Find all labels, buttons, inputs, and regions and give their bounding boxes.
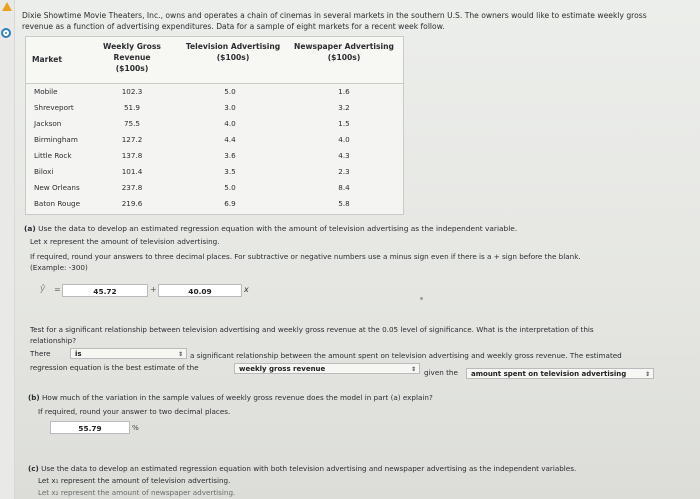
table-row xyxy=(26,148,403,164)
part-b-instructions: If required, round your answer to two decimal places. xyxy=(38,407,231,416)
cell-news: 3.2 xyxy=(338,103,350,112)
cell-weekly: 237.8 xyxy=(121,183,143,192)
part-c-label: (c) xyxy=(28,464,39,473)
header-tv-line: Television Advertising xyxy=(185,42,281,51)
chevron-updown-icon: ⇕ xyxy=(410,366,416,373)
reg-text: regression equation is the best estimate of the xyxy=(30,363,199,372)
header-market: Market xyxy=(32,55,63,64)
radio-icon[interactable] xyxy=(1,28,11,38)
given-select[interactable] xyxy=(466,368,654,379)
header-news xyxy=(288,41,400,63)
cell-market: Biloxi xyxy=(34,167,54,176)
cell-weekly: 51.9 xyxy=(123,103,140,112)
cell-weekly: 101.4 xyxy=(121,167,143,176)
table-row xyxy=(26,132,403,148)
cell-tv: 5.0 xyxy=(224,87,236,96)
cell-market: Little Rock xyxy=(34,151,72,160)
best-select-value: weekly gross revenue xyxy=(239,365,326,373)
part-a-example: (Example: -300) xyxy=(30,263,88,272)
part-a-question xyxy=(24,223,684,234)
chevron-updown-icon: ⇕ xyxy=(177,351,183,358)
part-b-label: (b) xyxy=(28,393,40,402)
cell-market: Jackson xyxy=(34,119,62,128)
cell-tv: 4.4 xyxy=(224,135,236,144)
header-news-line: Newspaper Advertising xyxy=(294,42,394,51)
part-a-text: Use the data to develop an estimated regression equation with the amount of television advertising as the independent variable. xyxy=(38,224,518,233)
is-select-value: is xyxy=(75,350,82,358)
intro-line-2: revenue as a function of advertising expenditures. Data for a sample of eight markets for a recent week follow. xyxy=(22,22,445,31)
header-tv xyxy=(178,41,288,63)
cell-weekly: 127.2 xyxy=(121,135,143,144)
data-table xyxy=(25,36,404,215)
is-select[interactable] xyxy=(70,348,187,359)
part-c-let-x1: Let x₁ represent the amount of television advertising. xyxy=(38,476,231,485)
cell-market: New Orleans xyxy=(34,183,80,192)
test-question xyxy=(30,324,670,346)
cell-news: 1.6 xyxy=(338,87,350,96)
table-row xyxy=(26,196,403,212)
table-row xyxy=(26,84,403,100)
cell-news: 8.4 xyxy=(338,183,350,192)
table-row xyxy=(26,180,403,196)
header-weekly xyxy=(96,41,168,74)
slope-input[interactable]: 40.09 xyxy=(158,284,242,297)
equals-sign: = xyxy=(54,285,61,294)
header-weekly-line: Revenue xyxy=(113,53,151,62)
cell-weekly: 219.6 xyxy=(121,199,143,208)
intercept-input[interactable]: 45.72 xyxy=(62,284,148,297)
part-a-let-x: Let x represent the amount of television advertising. xyxy=(30,237,220,246)
part-b-text: How much of the variation in the sample values of weekly gross revenue does the model in part (a) explain? xyxy=(42,393,433,402)
y-hat-symbol: ŷ xyxy=(40,284,46,294)
header-weekly-line: ($100s) xyxy=(115,64,149,73)
warning-icon xyxy=(2,2,12,11)
cell-tv: 4.0 xyxy=(224,119,236,128)
part-a-label: (a) xyxy=(24,224,36,233)
x-variable: x xyxy=(244,285,249,294)
table-row xyxy=(26,116,403,132)
part-a-instructions: If required, round your answers to three decimal places. For subtractive or negative numbers use a minus sign even if there is a + sign before the blank. xyxy=(30,252,581,261)
cell-news: 2.3 xyxy=(338,167,350,176)
cell-news: 4.0 xyxy=(338,135,350,144)
table-body xyxy=(26,84,403,212)
test-line-1: Test for a significant relationship between television advertising and weekly gross revenue at the 0.05 level of significance. What is the interpretation of this xyxy=(30,325,594,334)
test-line-2: relationship? xyxy=(30,336,77,345)
left-strip xyxy=(0,0,15,499)
part-b-question xyxy=(28,392,678,403)
cell-tv: 3.6 xyxy=(224,151,236,160)
part-c-text: Use the data to develop an estimated regression equation with both television advertising and newspaper advertising as the independent variables. xyxy=(41,464,577,473)
cell-tv: 3.0 xyxy=(224,103,236,112)
table-row xyxy=(26,100,403,116)
given-select-value: amount spent on television advertising xyxy=(471,370,627,378)
cell-weekly: 137.8 xyxy=(121,151,143,160)
table-row xyxy=(26,164,403,180)
chevron-updown-icon: ⇕ xyxy=(644,371,650,378)
cell-market: Birmingham xyxy=(34,135,78,144)
cell-news: 4.3 xyxy=(338,151,350,160)
variation-input[interactable]: 55.79 xyxy=(50,421,130,434)
cell-market: Baton Rouge xyxy=(34,199,80,208)
dot-icon xyxy=(420,297,423,300)
header-weekly-line: Weekly Gross xyxy=(103,42,161,51)
cell-news: 1.5 xyxy=(338,119,350,128)
intro-line-1: Dixie Showtime Movie Theaters, Inc., owns and operates a chain of cinemas in several markets in the southern U.S. The owners would like to estimate weekly gross xyxy=(22,11,647,20)
part-c-let-x2: Let x₂ represent the amount of newspaper advertising. xyxy=(38,488,236,497)
sig-text: a significant relationship between the amount spent on television advertising and weekly gross revenue. The estimated xyxy=(190,351,622,360)
cell-tv: 3.5 xyxy=(224,167,236,176)
cell-news: 5.8 xyxy=(338,199,350,208)
plus-sign: + xyxy=(150,285,157,294)
cell-market: Shreveport xyxy=(34,103,74,112)
percent-sign: % xyxy=(132,423,139,432)
best-estimate-select[interactable] xyxy=(234,363,420,374)
cell-weekly: 102.3 xyxy=(121,87,143,96)
cell-weekly: 75.5 xyxy=(123,119,140,128)
there-label: There xyxy=(30,349,51,358)
cell-market: Mobile xyxy=(34,87,58,96)
table-header xyxy=(26,37,403,84)
header-news-line: ($100s) xyxy=(327,53,361,62)
given-text: given the xyxy=(424,368,458,377)
cell-tv: 6.9 xyxy=(224,199,236,208)
cell-tv: 5.0 xyxy=(224,183,236,192)
part-c-question xyxy=(28,463,678,474)
problem-intro xyxy=(22,10,692,32)
header-tv-line: ($100s) xyxy=(216,53,250,62)
